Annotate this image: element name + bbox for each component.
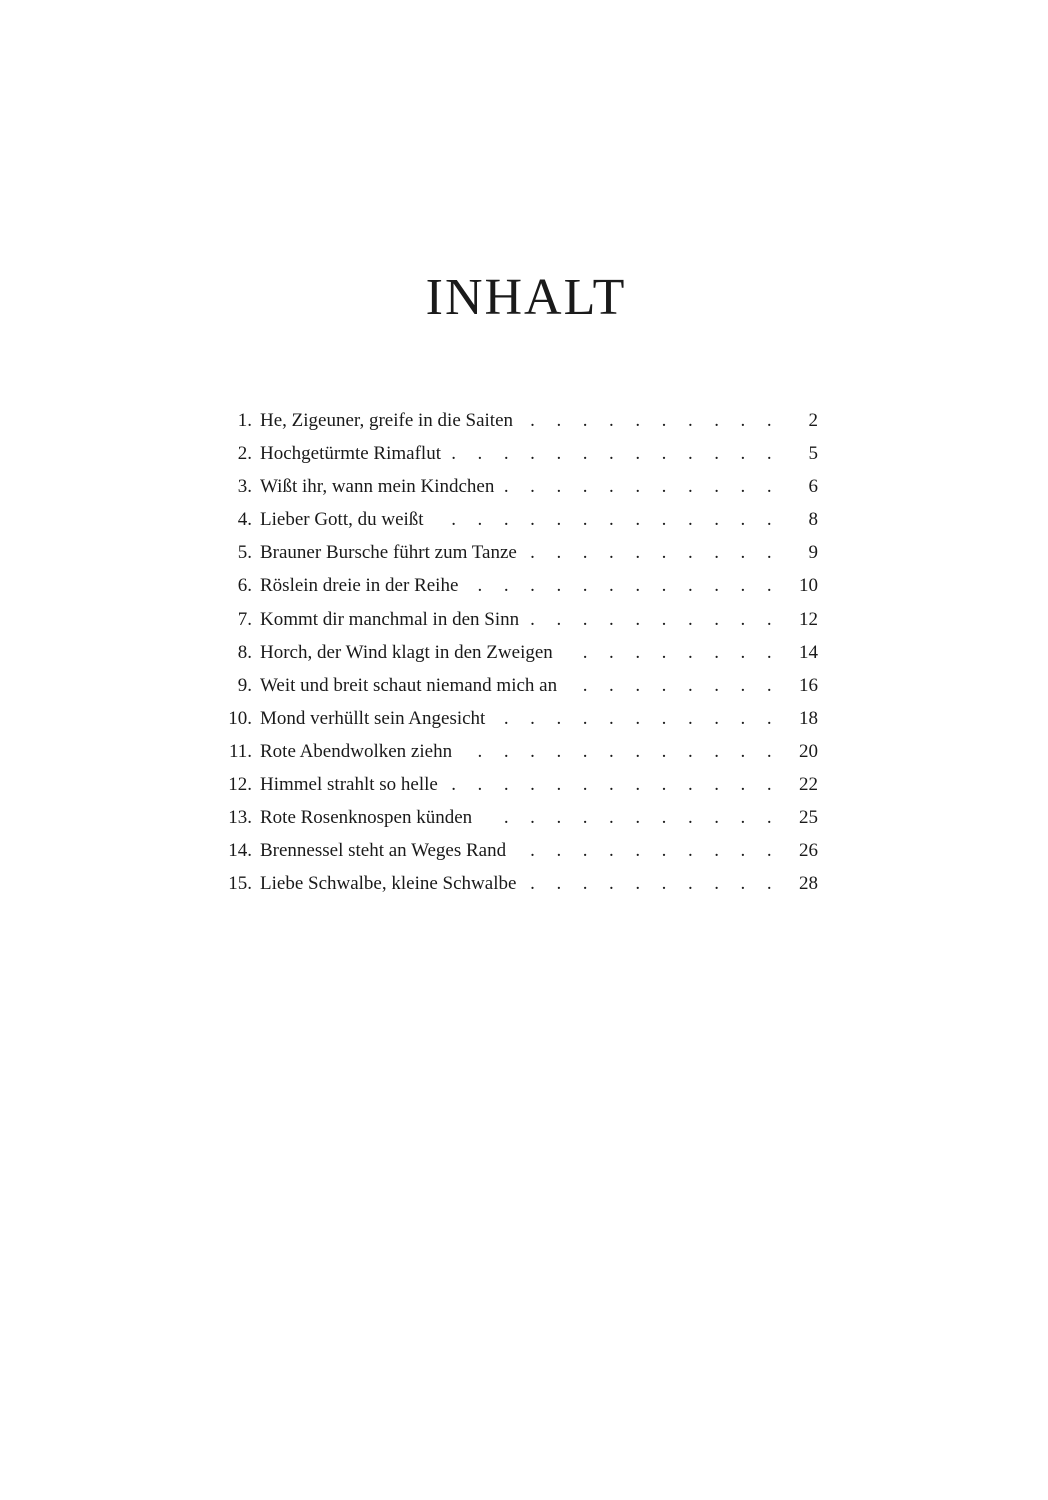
toc-entry-title: Brauner Bursche führt zum Tanze (260, 542, 517, 564)
toc-entry-title: Rote Abendwolken ziehn (260, 740, 453, 762)
toc-entry-page: 12 (799, 608, 818, 630)
toc-dot-leader (519, 603, 786, 636)
toc-entry-number: 3. (237, 476, 252, 498)
toc-entry-number: 10. (228, 707, 252, 729)
toc-entry (218, 867, 818, 900)
toc-entry-number: 7. (237, 608, 252, 630)
toc-entry-number: 4. (237, 509, 252, 531)
toc-entry-number: 1. (237, 410, 252, 431)
toc-dot-leader (485, 702, 786, 735)
toc-entry-title: Liebe Schwalbe, kleine Schwalbe (260, 873, 517, 895)
toc-entry-page: 9 (808, 542, 818, 564)
toc-entry-title: Wißt ihr, wann mein Kindchen (260, 476, 495, 498)
toc-entry-page: 8 (808, 509, 818, 531)
toc-entry-title: Weit und breit schaut niemand mich an (260, 674, 558, 696)
toc-entry-page: 18 (799, 707, 818, 729)
toc-entry-page: 26 (799, 840, 818, 862)
toc-entry-title: Brennessel steht an Weges Rand (260, 840, 507, 862)
toc-entry-page: 6 (808, 476, 818, 498)
toc-entry-number: 15. (228, 873, 252, 895)
toc-entry (218, 503, 818, 536)
toc-entry-page: 25 (799, 807, 818, 829)
toc-entry-number: 9. (237, 674, 252, 696)
toc-entry-number: 12. (228, 774, 252, 796)
toc-entry (218, 437, 818, 470)
table-of-contents (218, 404, 818, 900)
toc-dot-leader (516, 867, 786, 900)
toc-dot-leader (506, 834, 786, 867)
toc-entry-title: Himmel strahlt so helle (260, 774, 438, 796)
toc-dot-leader (472, 801, 786, 834)
toc-dot-leader (441, 437, 786, 470)
page-title: INHALT (425, 269, 627, 326)
toc-entry-number: 5. (237, 542, 252, 564)
toc-entry (218, 470, 818, 503)
toc-dot-leader (517, 536, 786, 569)
toc-entry-title: He, Zigeuner, greife in die Saiten (260, 410, 514, 431)
toc-dot-leader (494, 470, 786, 503)
toc-entry-page: 14 (799, 641, 818, 663)
toc-entry-title: Rote Rosenknospen künden (260, 807, 473, 829)
toc-entry (218, 603, 818, 636)
toc-entry-number: 14. (228, 840, 252, 862)
toc-entry (218, 702, 818, 735)
toc-entry-page: 22 (799, 774, 818, 796)
toc-dot-leader (513, 404, 786, 437)
toc-entry (218, 768, 818, 801)
toc-entry-number: 11. (228, 740, 252, 762)
toc-dot-leader (458, 569, 786, 602)
toc-entry-page: 20 (799, 740, 818, 762)
toc-entry (218, 636, 818, 669)
toc-entry-number: 8. (237, 641, 252, 663)
toc-entry-page: 28 (799, 873, 818, 895)
toc-dot-leader (424, 503, 786, 536)
toc-entry-number: 6. (237, 575, 252, 597)
toc-dot-leader (438, 768, 786, 801)
toc-entry (218, 801, 818, 834)
toc-entry (218, 735, 818, 768)
toc-dot-leader (553, 636, 786, 669)
toc-entry (218, 536, 818, 569)
toc-entry-number: 13. (228, 807, 252, 829)
toc-dot-leader (557, 669, 786, 702)
toc-entry (218, 834, 818, 867)
toc-entry-title: Röslein dreie in der Reihe (260, 575, 459, 597)
toc-dot-leader (452, 735, 786, 768)
toc-entry-title: Hochgetürmte Rimaflut (260, 443, 441, 465)
toc-entry-page: 10 (799, 575, 818, 597)
toc-entry-title: Lieber Gott, du weißt (260, 509, 424, 531)
toc-entry-page: 5 (808, 443, 818, 465)
toc-entry-page: 16 (799, 674, 818, 696)
toc-entry (218, 404, 818, 437)
toc-entry (218, 669, 818, 702)
toc-entry-page: 2 (808, 410, 818, 431)
toc-entry (218, 569, 818, 602)
toc-entry-number: 2. (237, 443, 252, 465)
toc-entry-title: Mond verhüllt sein Angesicht (260, 707, 486, 729)
toc-entry-title: Kommt dir manchmal in den Sinn (260, 608, 520, 630)
toc-entry-title: Horch, der Wind klagt in den Zweigen (260, 641, 553, 663)
